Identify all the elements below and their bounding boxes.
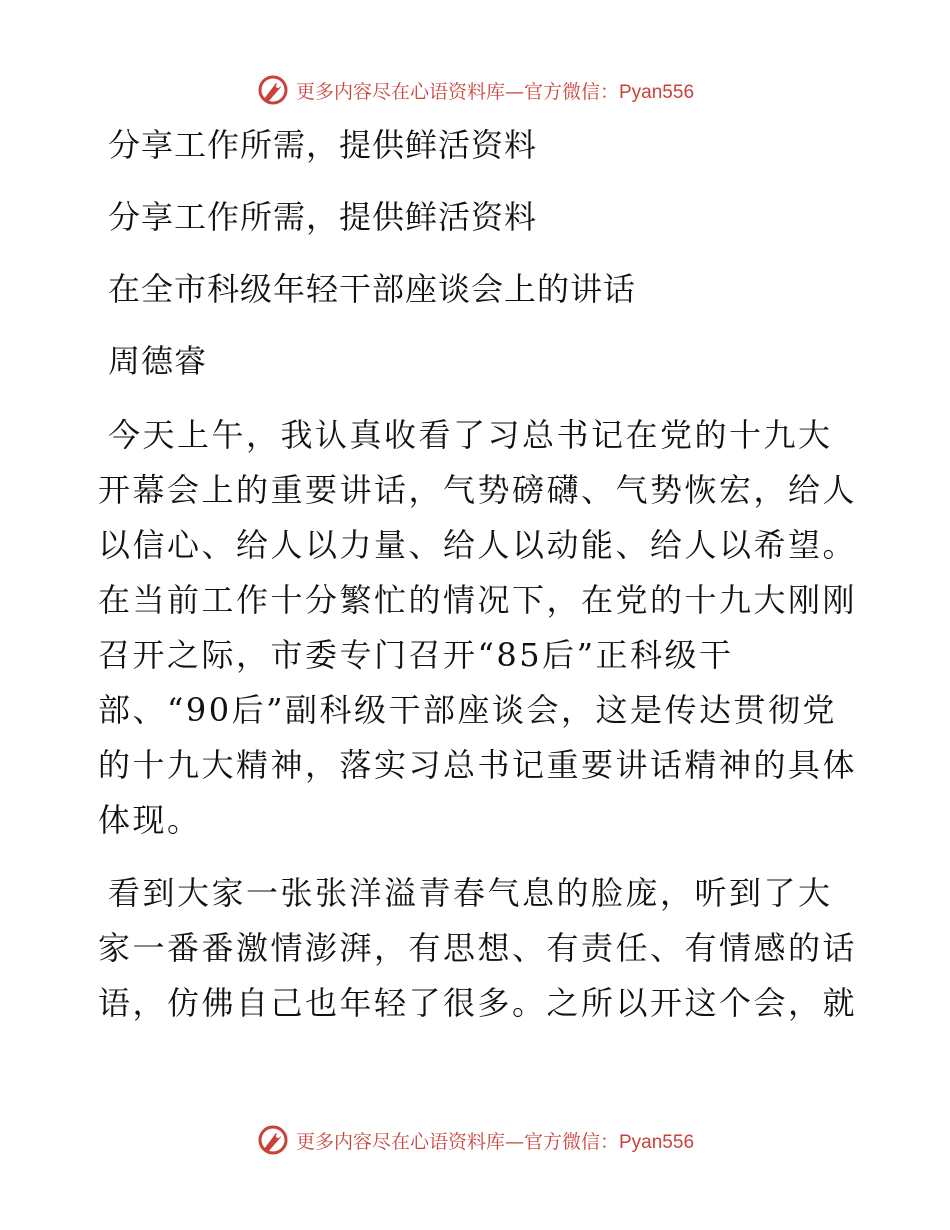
paragraph-line: 语，仿佛自己也年轻了很多。之所以开这个会，就 bbox=[98, 984, 858, 1022]
paragraph-line: 在当前工作十分繁忙的情况下，在党的十九大刚刚 bbox=[98, 581, 858, 619]
paragraph-line: 体现。 bbox=[98, 801, 202, 839]
wechat-id: Pyan556 bbox=[619, 81, 695, 103]
footer-banner bbox=[0, 1120, 950, 1160]
paragraph-line: 以信心、给人以力量、给人以动能、给人以希望。 bbox=[98, 526, 858, 564]
wechat-id: Pyan556 bbox=[619, 1131, 695, 1153]
document-body bbox=[98, 122, 858, 1031]
paragraph-2 bbox=[98, 866, 858, 1031]
paragraph-line: 家一番番激情澎湃，有思想、有责任、有情感的话 bbox=[98, 929, 858, 967]
banner-label: 更多内容尽在心语资料库—官方微信： bbox=[295, 1130, 619, 1153]
document-title: 在全市科级年轻干部座谈会上的讲话 bbox=[108, 270, 637, 308]
banner-text bbox=[296, 1127, 694, 1154]
paragraph-1 bbox=[98, 408, 858, 848]
document-author: 周德睿 bbox=[108, 342, 208, 380]
banner-label: 更多内容尽在心语资料库—官方微信： bbox=[295, 80, 619, 103]
paragraph-line: 召开之际，市委专门召开“85后”正科级干 bbox=[98, 636, 734, 674]
paragraph-line: 今天上午，我认真收看了习总书记在党的十九大 bbox=[108, 416, 833, 454]
banner-text bbox=[296, 77, 694, 104]
paragraph-line: 部、“90后”副科级干部座谈会，这是传达贯彻党 bbox=[98, 691, 837, 729]
header-banner bbox=[0, 70, 950, 110]
pen-nib-logo-icon bbox=[256, 73, 290, 107]
pen-nib-logo-icon bbox=[256, 1123, 290, 1157]
heading-line: 分享工作所需，提供鲜活资料 bbox=[108, 126, 538, 164]
heading-line: 分享工作所需，提供鲜活资料 bbox=[108, 198, 538, 236]
paragraph-line: 开幕会上的重要讲话，气势磅礴、气势恢宏，给人 bbox=[98, 471, 858, 509]
paragraph-line: 看到大家一张张洋溢青春气息的脸庞，听到了大 bbox=[108, 874, 833, 912]
paragraph-line: 的十九大精神，落实习总书记重要讲话精神的具体 bbox=[98, 746, 858, 784]
